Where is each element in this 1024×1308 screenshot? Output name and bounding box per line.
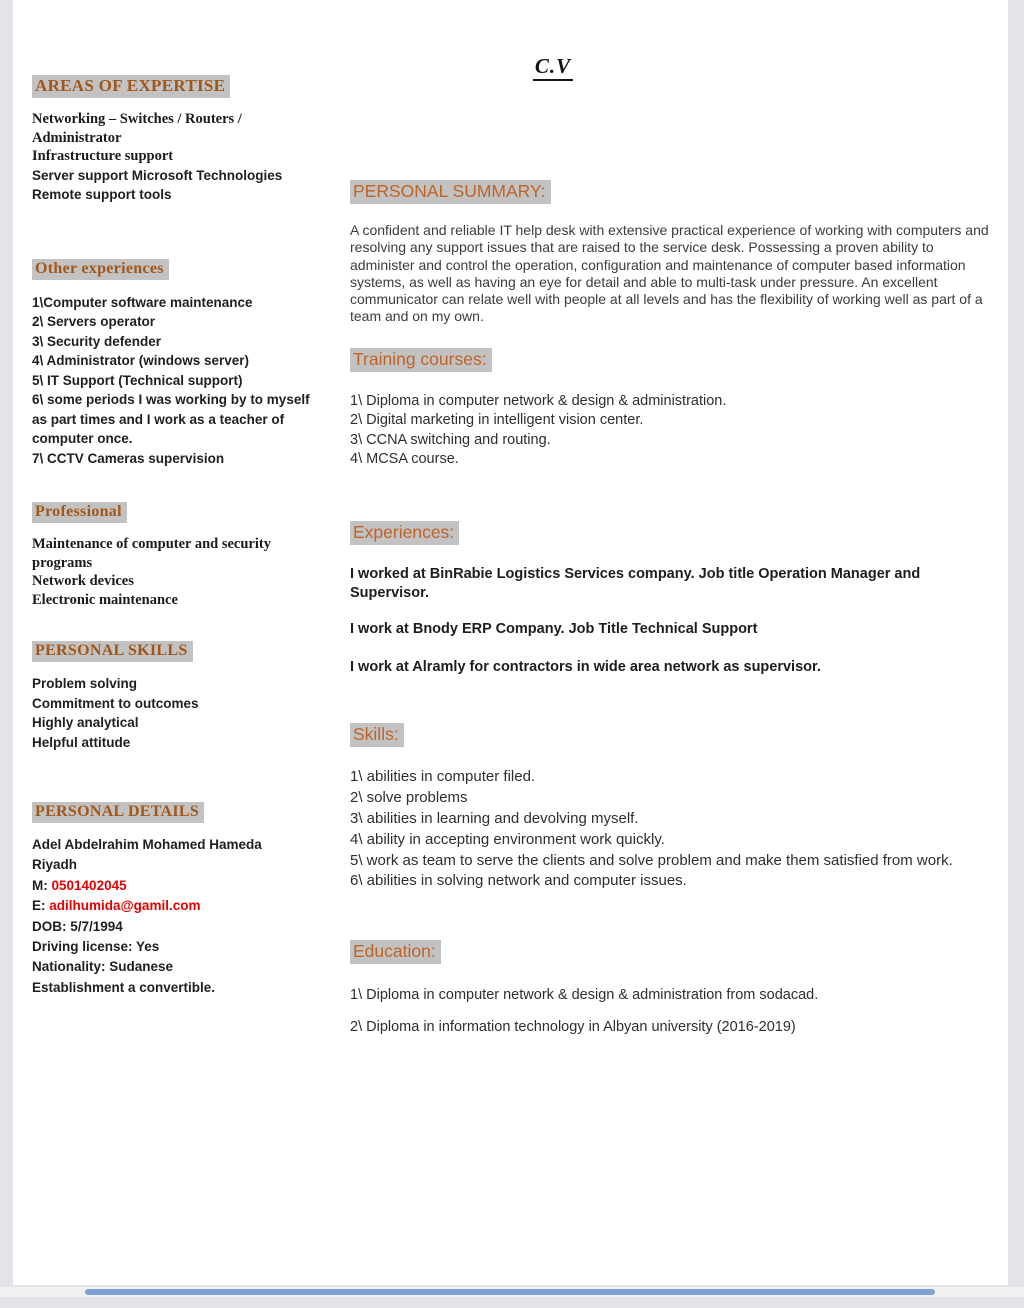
skill-item: 4\ ability in accepting environment work quickly. [350, 830, 665, 848]
detail-establishment: Establishment a convertible. [32, 979, 216, 995]
section-experiences [350, 469, 990, 677]
education-heading: Education: [350, 940, 441, 964]
experience-item: I work at Bnody ERP Company. Job Title Technical Support [350, 621, 758, 638]
other-experience-item: 6\ some periods I was working by to myself as part times and I work as a teacher of computer once. [32, 392, 310, 446]
training-item: 4\ MCSA course. [350, 451, 459, 467]
horizontal-scrollbar-thumb[interactable] [85, 1289, 935, 1295]
expertise-item: Server support Microsoft Technologies Remote support tools [32, 167, 283, 202]
personal-skill-item: Highly analytical [32, 715, 139, 730]
section-training-courses [350, 326, 990, 470]
section-professional [32, 468, 312, 609]
areas-of-expertise-heading: AREAS OF EXPERTISE [32, 75, 230, 98]
experiences-heading: Experiences: [350, 521, 459, 545]
professional-item: Electronic maintenance [32, 591, 178, 608]
education-item: 2\ Diploma in information technology in Albyan university (2016-2019) [350, 1019, 796, 1036]
personal-skill-item: Commitment to outcomes [32, 695, 199, 711]
detail-name: Adel Abdelrahim Mohamed Hameda [32, 837, 262, 852]
personal-summary-heading: PERSONAL SUMMARY: [350, 180, 551, 204]
section-skills [350, 677, 990, 892]
detail-email-row [32, 896, 312, 916]
personal-summary-text: A confident and reliable IT help desk with extensive practical experience of working with computers and resolving any support issues that are raised to the service desk. Possessing a proven ability to administer and control the operation, configuration and maintenance of computer based information systems, as well as having an eye for detail and able to multi-task under pressure. An excellent communicator can relate well with people at all levels and has the flexibility of working well as part of a team and on my own. [350, 222, 989, 325]
email-label: E: [32, 898, 46, 914]
other-experience-item: 5\ IT Support (Technical support) [32, 372, 243, 388]
horizontal-scrollbar-track[interactable] [0, 1287, 1024, 1297]
personal-skill-item: Helpful attitude [32, 734, 131, 750]
document-title-text: C.V [533, 54, 573, 81]
expertise-item: Infrastructure support [32, 148, 174, 164]
professional-item: Network devices [32, 573, 134, 589]
professional-item: Maintenance of computer and security programs [32, 536, 271, 571]
training-courses-heading: Training courses: [350, 348, 492, 372]
email-address[interactable]: adilhumida@gamil.com [49, 898, 201, 914]
other-experience-item: 3\ Security defender [32, 333, 162, 349]
section-personal-skills [32, 609, 312, 752]
section-areas-of-expertise [32, 75, 312, 205]
main-column [350, 180, 990, 1037]
other-experience-item: 1\Computer software maintenance [32, 294, 253, 310]
document-title [343, 54, 763, 79]
expertise-item: Networking – Switches / Routers / Administrator [32, 111, 242, 146]
left-column [32, 75, 312, 998]
other-experience-item: 2\ Servers operator [32, 314, 156, 329]
personal-skill-item: Problem solving [32, 676, 138, 691]
experience-item: I work at Alramly for contractors in wide area network as supervisor. [350, 659, 821, 676]
training-item: 1\ Diploma in computer network & design & administration. [350, 392, 727, 409]
training-item: 3\ CCNA switching and routing. [350, 431, 551, 448]
phone-number[interactable]: 0501402045 [51, 877, 127, 893]
skill-item: 5\ work as team to serve the clients and solve problem and make them satisfied from work. [350, 851, 953, 869]
education-item: 1\ Diploma in computer network & design & administration from sodacad. [350, 987, 819, 1004]
section-personal-details [32, 752, 312, 998]
detail-license: Driving license: Yes [32, 939, 160, 955]
personal-skills-heading: PERSONAL SKILLS [32, 641, 193, 662]
skill-item: 1\ abilities in computer filed. [350, 768, 536, 786]
professional-heading: Professional [32, 502, 127, 523]
other-experience-item: 7\ CCTV Cameras supervision [32, 450, 225, 466]
detail-phone-row [32, 876, 312, 896]
personal-details-heading: PERSONAL DETAILS [32, 802, 204, 823]
other-experience-item: 4\ Administrator (windows server) [32, 353, 250, 368]
detail-city: Riyadh [32, 857, 78, 873]
detail-dob: DOB: 5/7/1994 [32, 918, 123, 934]
section-personal-summary [350, 180, 990, 326]
detail-nationality: Nationality: Sudanese [32, 959, 174, 975]
cv-page [13, 0, 1008, 1285]
skill-item: 3\ abilities in learning and devolving myself. [350, 810, 639, 827]
other-experiences-heading: Other experiences [32, 259, 169, 280]
phone-label: M: [32, 877, 48, 893]
experience-item: I worked at BinRabie Logistics Services company. Job title Operation Manager and Supervisor. [350, 566, 921, 602]
skills-heading: Skills: [350, 723, 404, 747]
training-item: 2\ Digital marketing in intelligent vision center. [350, 412, 644, 429]
skill-item: 2\ solve problems [350, 789, 468, 807]
section-other-experiences [32, 205, 312, 469]
skill-item: 6\ abilities in solving network and computer issues. [350, 872, 687, 890]
section-education [350, 892, 990, 1037]
